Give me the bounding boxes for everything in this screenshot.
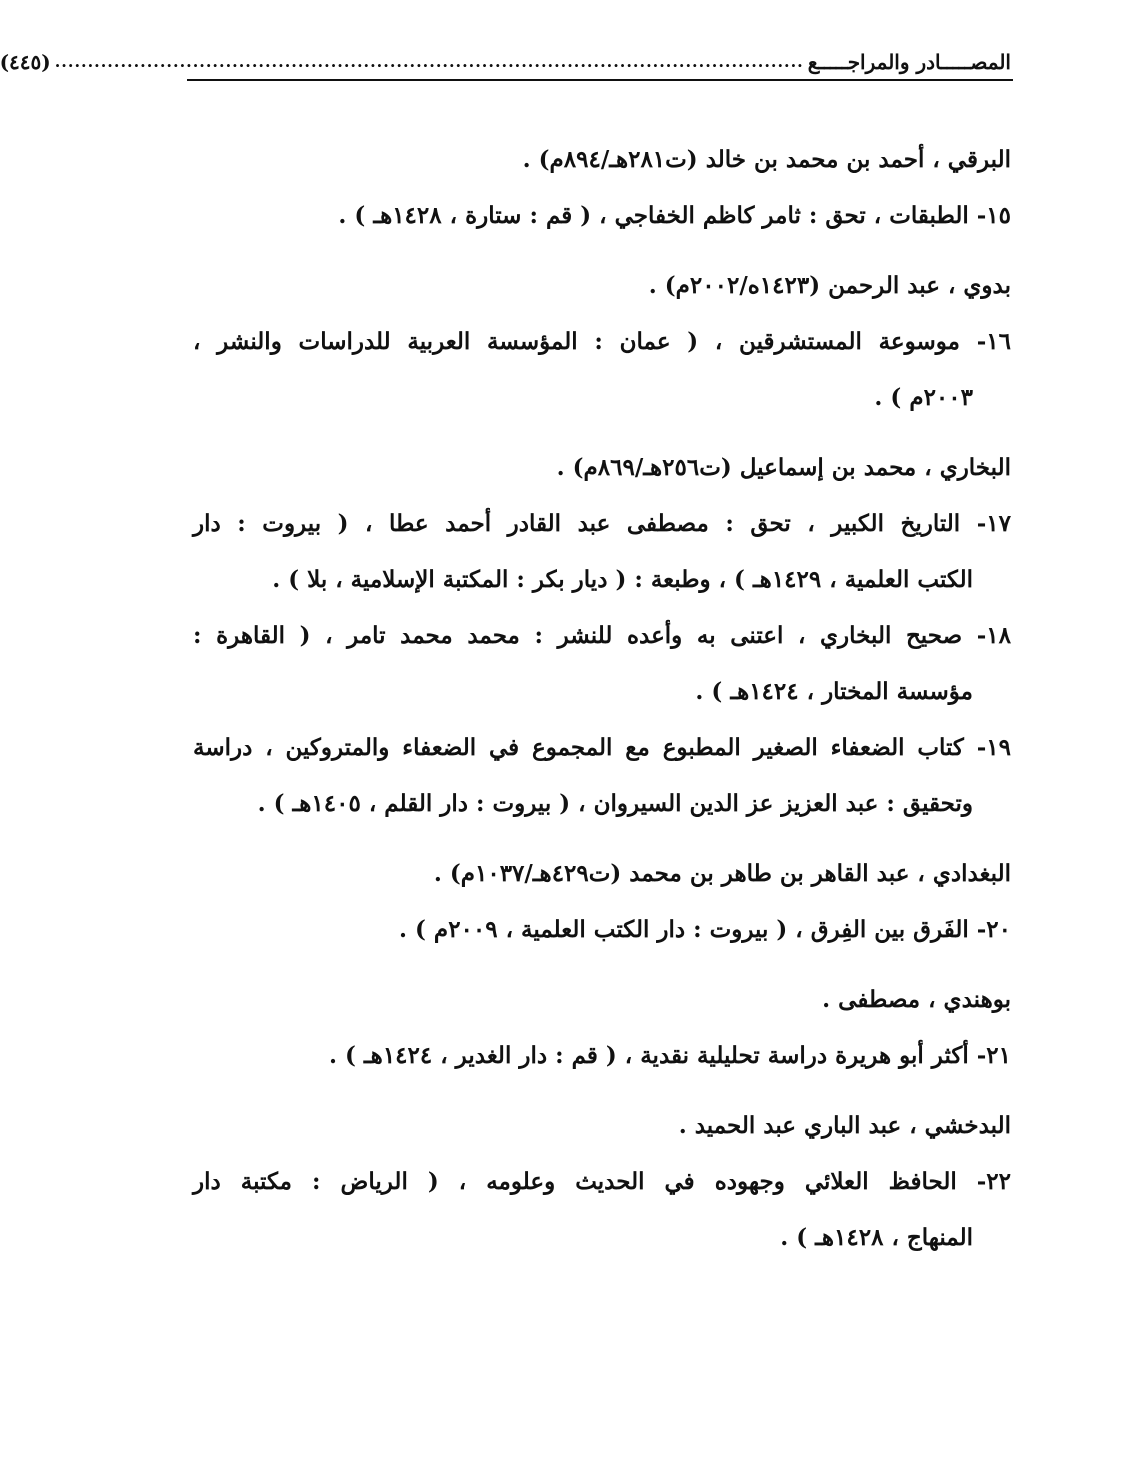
author-heading: بدوي ، عبد الرحمن (١٤٢٣ه/٢٠٠٢م) . — [648, 272, 1011, 299]
bibliography-group — [193, 440, 1011, 832]
bibliography-entry — [193, 720, 1011, 832]
header-title: المصـــــادر والمراجـــــع — [807, 50, 1011, 74]
entry-line: ١٦- موسوعة المستشرقين ، ( عمان : المؤسسة العربية للدراسات والنشر ، — [193, 328, 1011, 355]
bibliography-group — [193, 1098, 1011, 1266]
header-leader-dots: .................................................................................................................. — [54, 52, 804, 71]
author-heading: بوهندي ، مصطفى . — [822, 986, 1011, 1013]
entry-line: ١٥- الطبقات ، تحق : ثامر كاظم الخفاجي ، ( قم : ستارة ، ١٤٢٨هـ ) . — [338, 202, 1011, 229]
entry-line: ١٩- كتاب الضعفاء الصغير المطبوع مع المجموع في الضعفاء والمتروكين ، دراسة — [193, 734, 1011, 761]
bibliography-entry — [193, 1028, 1011, 1084]
entry-line: ٢٠- الفَرق بين الفِرق ، ( بيروت : دار الكتب العلمية ، ٢٠٠٩م ) . — [399, 916, 1011, 943]
bibliography-entry — [193, 1154, 1011, 1266]
bibliography-group — [193, 972, 1011, 1084]
author-heading: البغدادي ، عبد القاهر بن طاهر بن محمد (ت٤٢٩هـ/١٠٣٧م) . — [433, 860, 1011, 887]
header-divider — [187, 79, 1013, 81]
bibliography-entry — [193, 314, 1011, 426]
entry-continuation-line: مؤسسة المختار ، ١٤٢٤هـ ) . — [695, 678, 973, 705]
running-header — [0, 40, 1011, 74]
bibliography-list — [193, 132, 1011, 1280]
entry-line: ١٧- التاريخ الكبير ، تحق : مصطفى عبد القادر أحمد عطا ، ( بيروت : دار — [193, 510, 1011, 537]
entry-continuation-line: المنهاج ، ١٤٢٨هـ ) . — [780, 1224, 973, 1251]
bibliography-group — [193, 132, 1011, 244]
entry-continuation-line: وتحقيق : عبد العزيز عز الدين السيروان ، ( بيروت : دار القلم ، ١٤٠٥هـ ) . — [257, 790, 973, 817]
entry-line: ٢٢- الحافظ العلائي وجهوده في الحديث وعلومه ، ( الرياض : مكتبة دار — [193, 1168, 1011, 1195]
entry-continuation-line: الكتب العلمية ، ١٤٢٩هـ ) ، وطبعة : ( ديار بكر : المكتبة الإسلامية ، بلا ) . — [272, 566, 973, 593]
bibliography-group — [193, 258, 1011, 426]
author-heading: البخاري ، محمد بن إسماعيل (ت٢٥٦هـ/٨٦٩م) . — [556, 454, 1011, 481]
entry-line: ٢١- أكثر أبو هريرة دراسة تحليلية نقدية ، ( قم : دار الغدير ، ١٤٢٤هـ ) . — [329, 1042, 1011, 1069]
page-number: (٤٤٥) — [0, 50, 51, 74]
bibliography-group — [193, 846, 1011, 958]
entry-line: ١٨- صحيح البخاري ، اعتنى به وأعده للنشر : محمد محمد تامر ، ( القاهرة : — [193, 622, 1011, 649]
bibliography-entry — [193, 496, 1011, 608]
entry-continuation-line: ٢٠٠٣م ) . — [874, 384, 973, 411]
bibliography-entry — [193, 902, 1011, 958]
author-heading: البرقي ، أحمد بن محمد بن خالد (ت٢٨١هـ/٨٩٤م) . — [522, 146, 1011, 173]
bibliography-entry — [193, 608, 1011, 720]
author-heading: البدخشي ، عبد الباري عبد الحميد . — [678, 1112, 1011, 1139]
bibliography-entry — [193, 188, 1011, 244]
